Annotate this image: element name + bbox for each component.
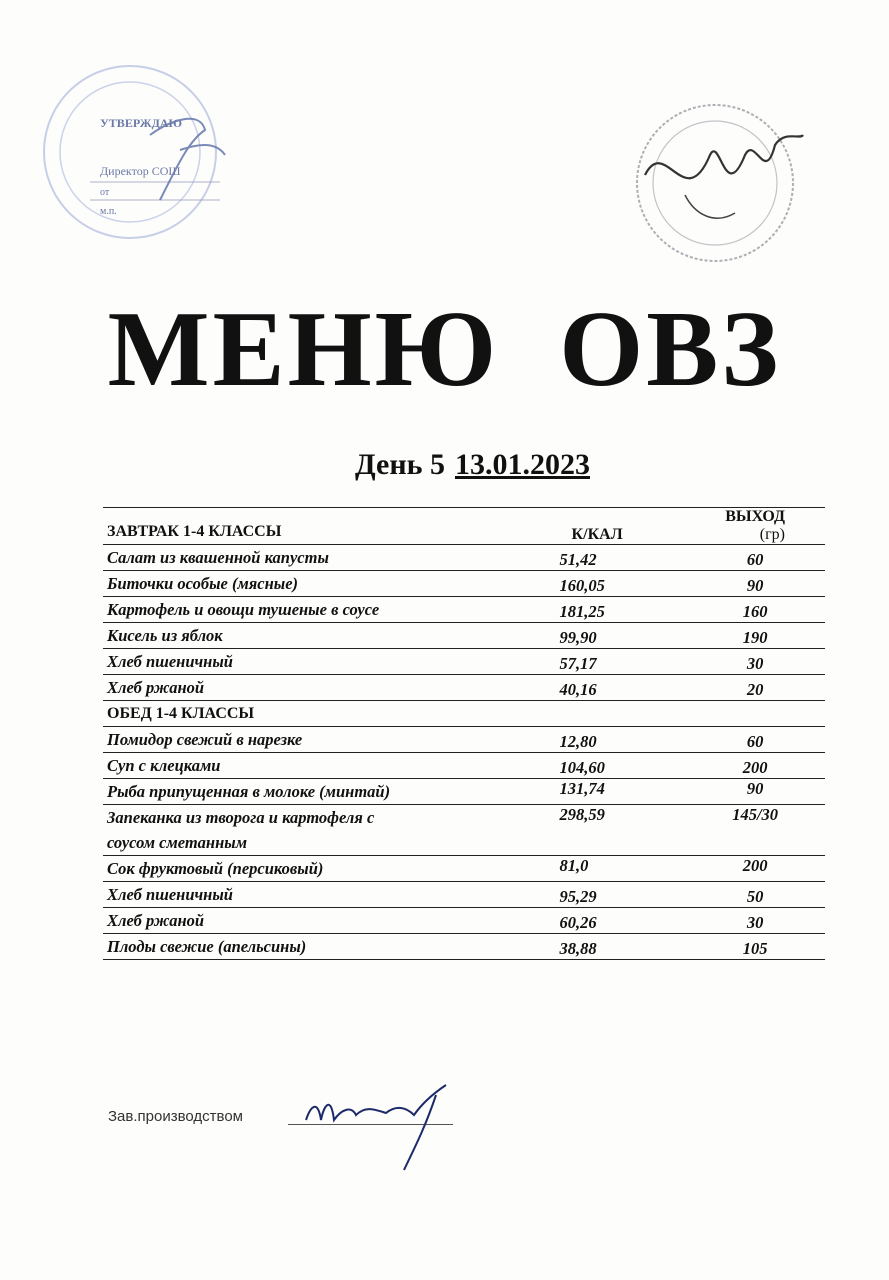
day-heading: [355, 448, 590, 482]
dish-output: 50: [746, 887, 764, 906]
dish-kcal: 60,26: [559, 913, 597, 932]
table-row: [103, 779, 825, 805]
lunch-header: ОБЕД 1-4 КЛАССЫ: [107, 705, 255, 722]
dish-name: Хлеб ржаной: [107, 911, 205, 930]
dish-kcal: 99,90: [559, 628, 597, 647]
dish-name: Биточки особые (мясные): [107, 574, 299, 593]
dish-name: Картофель и овощи тушеные в соусе: [107, 600, 380, 619]
table-row: [103, 882, 825, 908]
table-row: [103, 727, 825, 753]
table-row: [103, 934, 825, 960]
dish-output: 105: [742, 939, 768, 958]
stamp-approved-text: УТВЕРЖДАЮ: [100, 116, 183, 130]
dish-name: Помидор свежий в нарезке: [107, 730, 303, 749]
menu-table: [103, 507, 825, 960]
dish-kcal: 57,17: [559, 654, 597, 673]
page-title: МЕНЮ ОВЗ: [107, 290, 782, 409]
table-row: [103, 805, 825, 856]
table-row: [103, 753, 825, 779]
dish-kcal: 131,74: [559, 779, 605, 798]
dish-name: Сок фруктовый (персиковый): [107, 859, 324, 878]
table-row: [103, 856, 825, 882]
day-date: 13.01.2023: [454, 448, 590, 481]
dish-output: 90: [746, 779, 764, 798]
dish-output: 145/30: [732, 805, 779, 824]
dish-kcal: 38,88: [559, 939, 597, 958]
dish-output: 190: [742, 628, 768, 647]
round-stamp-icon: [625, 95, 815, 275]
stamp-seal-icon: [30, 60, 240, 250]
dish-kcal: 40,16: [559, 680, 597, 699]
dish-kcal: 160,05: [559, 576, 605, 595]
header-breakfast: ЗАВТРАК 1-4 КЛАССЫ: [107, 523, 282, 540]
table-row: [103, 908, 825, 934]
dish-name: Хлеб пшеничный: [107, 885, 233, 904]
dish-name: Запеканка из творога и картофеля с соусом сметанным: [107, 808, 375, 852]
dish-name: Кисель из яблок: [107, 626, 223, 645]
dish-kcal: 181,25: [559, 602, 605, 621]
stamp-director-text: Директор СОШ: [100, 164, 181, 178]
dish-name: Хлеб пшеничный: [107, 652, 233, 671]
dish-kcal: 12,80: [559, 732, 597, 751]
table-row: [103, 571, 825, 597]
dish-kcal: 51,42: [559, 550, 597, 569]
table-row: [103, 545, 825, 571]
dish-name: Салат из квашенной капусты: [107, 548, 329, 567]
header-kcal: К/КАЛ: [571, 526, 623, 543]
header-output-unit: (гр): [759, 526, 785, 543]
footer-label: Зав.производством: [108, 1108, 243, 1125]
dish-kcal: 298,59: [559, 805, 605, 824]
dish-kcal: 81,0: [559, 856, 589, 875]
day-label: День 5: [355, 448, 445, 481]
table-row: [103, 597, 825, 623]
lunch-header-row: [103, 701, 825, 727]
table-row: [103, 623, 825, 649]
dish-output: 160: [742, 602, 768, 621]
dish-name: Суп с клецками: [107, 756, 221, 775]
dish-output: 30: [746, 913, 764, 932]
dish-output: 90: [746, 576, 764, 595]
dish-output: 60: [746, 550, 764, 569]
table-header-row: [103, 508, 825, 545]
stamp-line1-text: от: [100, 187, 110, 198]
dish-output: 200: [742, 758, 768, 777]
header-output: [721, 508, 825, 545]
header-output-label: ВЫХОД: [725, 508, 785, 525]
dish-name: Хлеб ржаной: [107, 678, 205, 697]
dish-name: Плоды свежие (апельсины): [107, 937, 307, 956]
dish-kcal: 95,29: [559, 887, 597, 906]
dish-output: 30: [746, 654, 764, 673]
table-row: [103, 675, 825, 701]
approval-stamp: [30, 60, 240, 250]
round-stamp: [625, 95, 815, 275]
dish-output: 20: [746, 680, 764, 699]
signature-icon: [296, 1075, 456, 1175]
dish-output: 200: [742, 856, 768, 875]
dish-kcal: 104,60: [559, 758, 605, 777]
dish-output: 60: [746, 732, 764, 751]
stamp-line2-text: м.п.: [100, 206, 117, 217]
table-row: [103, 649, 825, 675]
dish-name: Рыба припущенная в молоке (минтай): [107, 782, 391, 801]
